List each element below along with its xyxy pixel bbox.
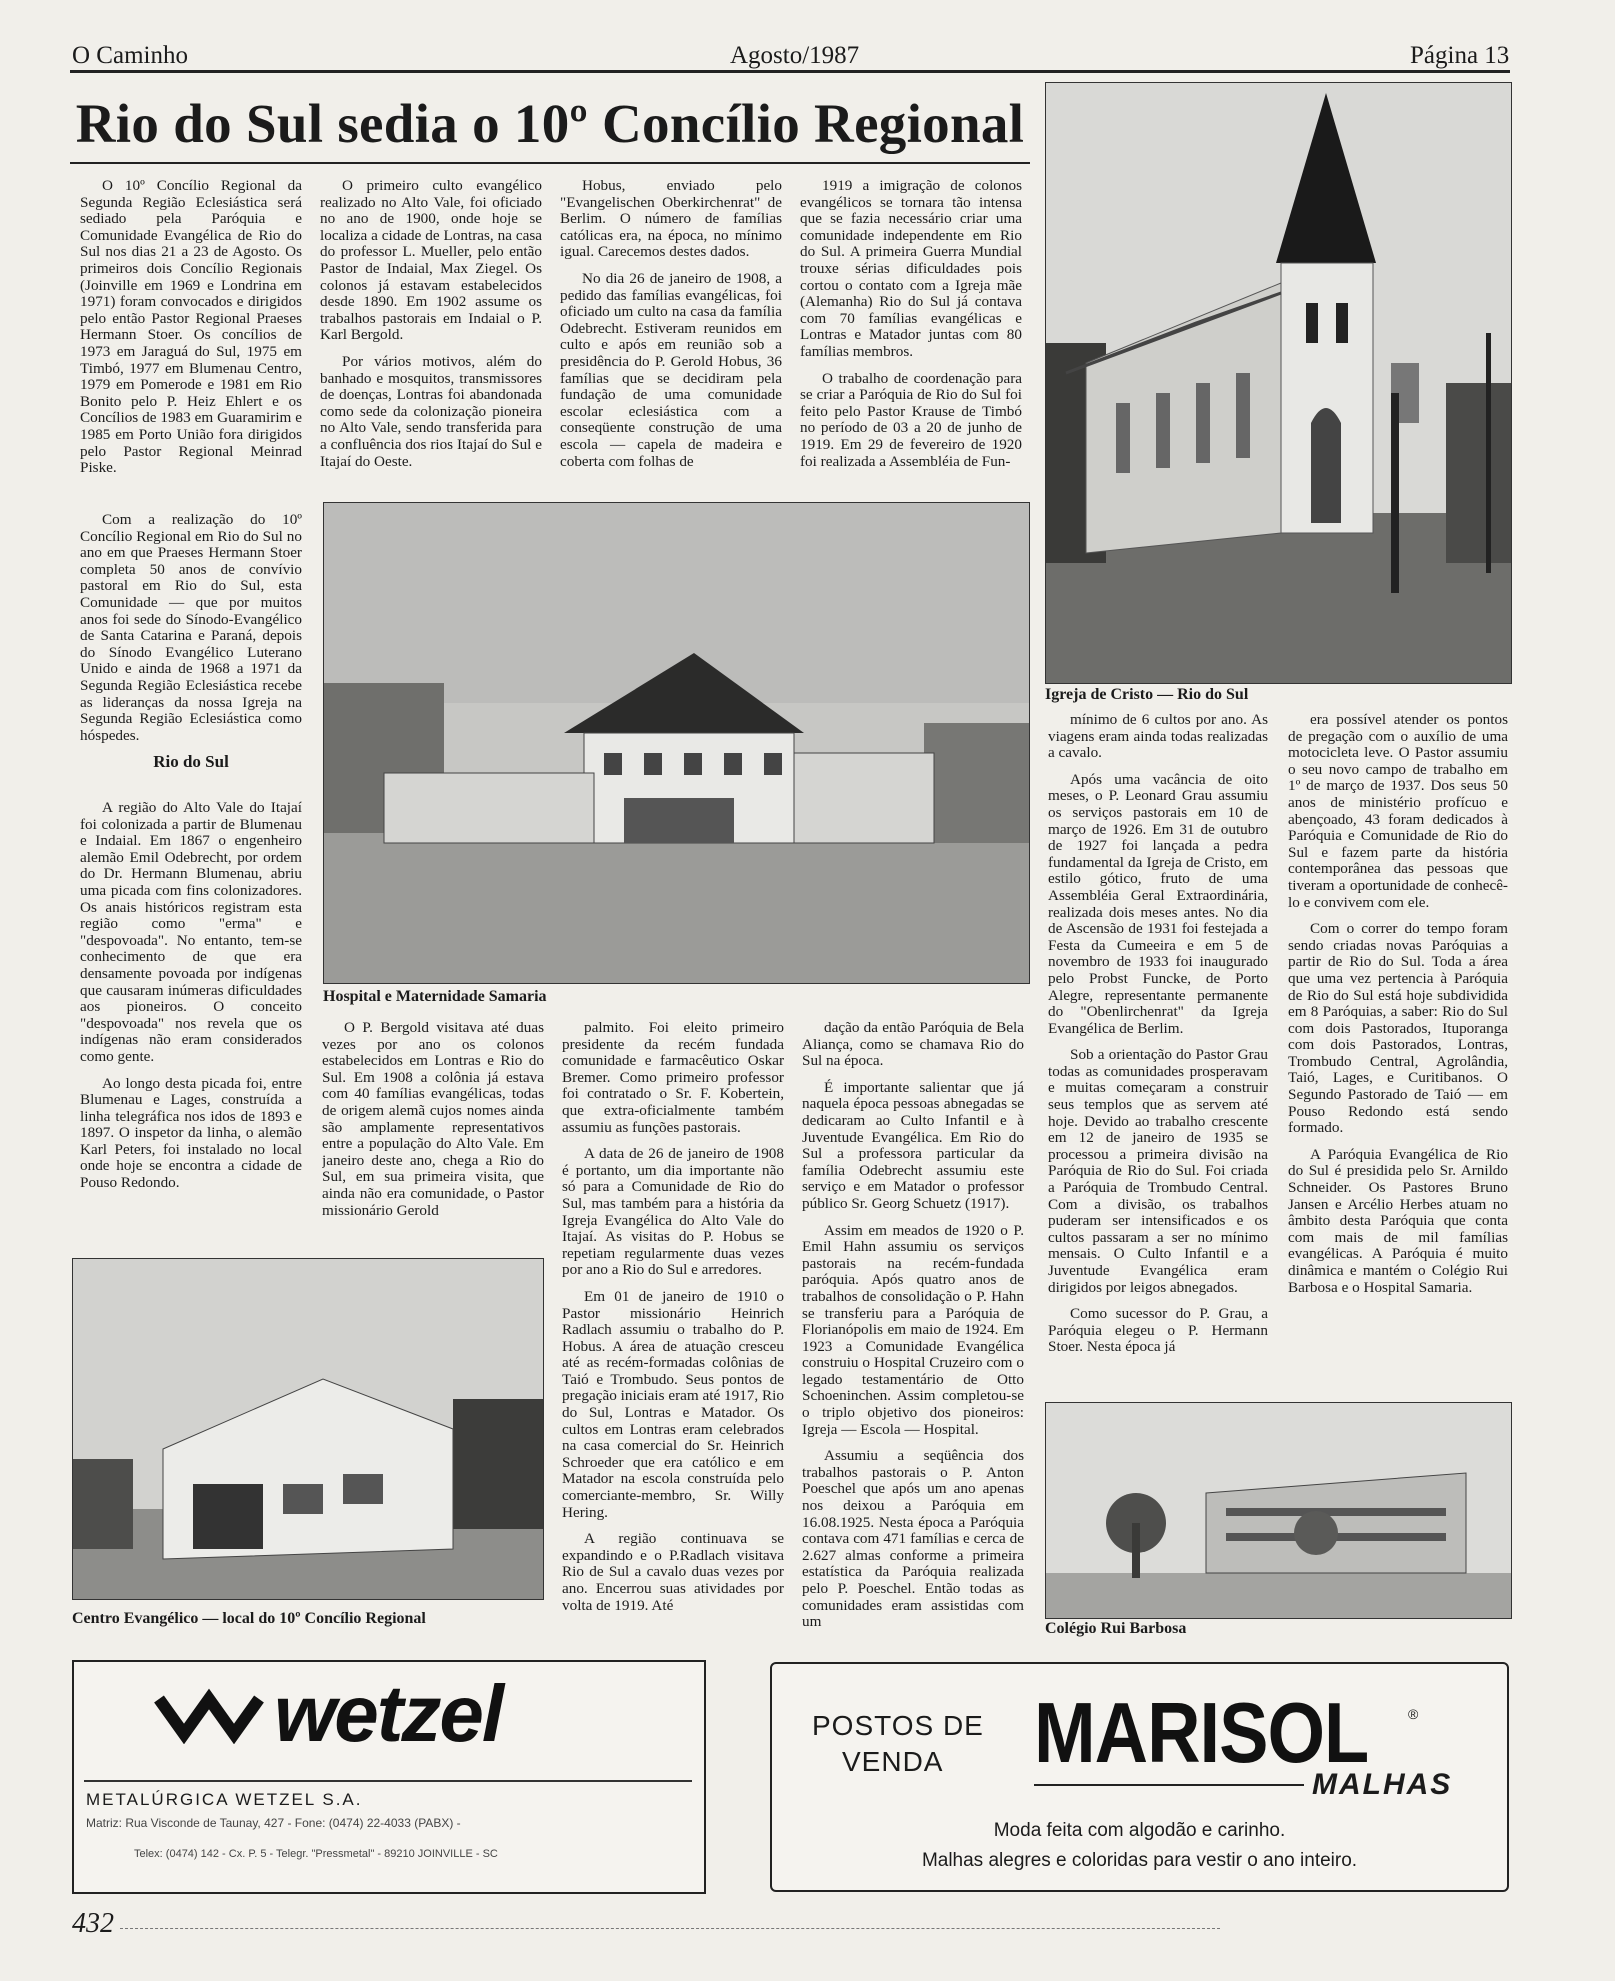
- paragraph: 1919 a imigração de colonos evangélicos se tornara tão intensa que se fazia necessário criar uma comunidade independente em Rio do Sul. A primeira Guerra Mundial trouxe sérias dificuldades pois cortou o contato com a Igreja mãe (Alemanha) Rio do Sul já contava com 70 famílias evangélicas e Lontras e Matador juntas com 80 famílias membros.: [800, 178, 1022, 360]
- column-1-top: [80, 178, 302, 500]
- paragraph: Como sucessor do P. Grau, a Paróquia elegeu o P. Hermann Stoer. Nesta época já: [1048, 1305, 1268, 1356]
- page-label: Página 13: [1410, 42, 1510, 69]
- marisol-tagline-2: Malhas alegres e coloridas para vestir o ano inteiro.: [921, 1850, 1358, 1871]
- headline: Rio do Sul sedia o 10º Concílio Regional: [75, 93, 1025, 154]
- centro-illustration: [73, 1259, 543, 1599]
- column-2-top: [320, 178, 542, 484]
- column-5: [1048, 712, 1268, 1402]
- paragraph: A Paróquia Evangélica de Rio do Sul é presidida pelo Sr. Arnildo Schneider. Os Pastores Bruno Jansen e Arcélio Herbes atuam no âmbito desta Paróquia que conta com mais de mil famílias evangélicas. A Paróquia é muito dinâmica e mantém o Colégio Rui Barbosa e o Hospital Samaria.: [1288, 1145, 1508, 1296]
- venda-label: VENDA: [842, 1746, 944, 1777]
- hospital-caption: Hospital e Maternidade Samaria: [323, 988, 547, 1005]
- centro-caption: Centro Evangélico — local do 10º Concílio Regional: [72, 1610, 426, 1627]
- wetzel-logo: wetzel: [274, 1669, 503, 1758]
- wetzel-advertisement: [72, 1660, 706, 1894]
- paragraph: O trabalho de coordenação para se criar a Paróquia de Rio do Sul foi feito pelo Pastor Krause de Timbó no período de 03 a 20 de junho de 1919. Em 29 de fevereiro de 1920 foi realizada a Assembléia de Fun-: [800, 369, 1022, 470]
- paragraph: Assumiu a seqüência dos trabalhos pastorais o P. Anton Poeschel que após um ano apenas nos deixou a Paróquia em 16.08.1925. Nesta época a Paróquia contava com 471 famílias e cerca de 2.627 almas conforme a primeira estatística da Paróquia realizada pelo P. Poeschel. Então todas as comunidades eram assistidas com um: [802, 1447, 1024, 1631]
- wetzel-company: METALÚRGICA WETZEL S.A.: [86, 1790, 363, 1809]
- header-rule: [70, 70, 1510, 73]
- colegio-caption: Colégio Rui Barbosa: [1045, 1620, 1187, 1637]
- column-4-top: [800, 178, 1022, 484]
- paragraph: O primeiro culto evangélico realizado no Alto Vale, foi oficiado no ano de 1900, onde hoje se localiza a cidade de Lontras, na casa do professor L. Mueller, pelo então Pastor de Indaial, Max Ziegel. Os colonos já estavam estabelecidos desde 1890. Em 1902 assume os trabalhos pastorais em Indaial o P. Karl Bergold.: [320, 178, 542, 344]
- paragraph: Em 01 de janeiro de 1910 o Pastor missionário Heinrich Radlach assumiu o trabalho do P. Hobus. A área de atuação cresceu até as recém-formadas colônias de Taió e Trombudo. Seus pontos de pregação iniciais eram até 1917, Rio do Sul, Lontras e Matador. Os cultos em Lontras eram celebrados na casa comercial do Sr. Heinrich Schroeder que era católico e em Matador na escola construída pelo comerciante-membro, Sr. Willy Hering.: [562, 1287, 784, 1521]
- paragraph: A data de 26 de janeiro de 1908 é portanto, um dia importante não só para a Comunidade de Rio do Sul, mas também para a história da Igreja Evangélica do Alto Vale do Itajaí. As visitas do P. Hobus se repetiam regularmente duas vezes por ano a Rio do Sul e arredores.: [562, 1145, 784, 1279]
- column-1-mid: [80, 512, 302, 782]
- wetzel-emblem-icon: [154, 1684, 264, 1744]
- column-2-bottom: [322, 1020, 544, 1242]
- colegio-illustration: [1046, 1403, 1511, 1618]
- paragraph: Ao longo desta picada foi, entre Blumenau e Lages, construída a linha telegráfica nos idos de 1893 e 1897. O inspetor da linha, o alemão Karl Peters, foi instalado no local onde hoje se encontra a cidade de Pouso Redondo.: [80, 1074, 302, 1192]
- page-number: 432: [72, 1908, 114, 1939]
- wetzel-contact: Telex: (0474) 142 - Cx. P. 5 - Telegr. "Pressmetal" - 89210 JOINVILLE - SC: [134, 1848, 498, 1860]
- column-6: [1288, 712, 1508, 1402]
- paragraph: Após uma vacância de oito meses, o P. Leonard Grau assumiu os serviços pastorais em 10 de março de 1926. Em 31 de outubro de 1927 foi lançada a pedra fundamental da Igreja de Cristo, em estilo gótico, fruto de uma Assembléia Geral Extraordinária, realizada dois meses antes. No dia de Ascensão de 1931 foi festejada a Festa da Cumeeira e em 5 de novembro de 1933 foi inaugurado pelo Probst Funcke, de Porto Alegre, representante permanente do "Obenlirchenrat" da Igreja Evangélica de Berlim.: [1048, 770, 1268, 1037]
- hospital-illustration: [324, 503, 1029, 983]
- paragraph: palmito. Foi eleito primeiro presidente da recém fundada comunidade e farmacêutico Oskar Bremer. Como primeiro professor foi contratado o Sr. F. Kobertein, que extra-oficialmente também assumiu as funções pastorais.: [562, 1020, 784, 1136]
- paragraph: A região continuava se expandindo e o P.Radlach visitava Rio de Sul a cavalo duas vezes por ano. Encerrou suas atividades por volta de 1919. Até: [562, 1530, 784, 1614]
- column-4-bottom: [802, 1020, 1024, 1640]
- malhas-line: [1034, 1784, 1304, 1786]
- column-3-bottom: [562, 1020, 784, 1640]
- hospital-photo: [323, 502, 1030, 984]
- headline-rule: [70, 162, 1030, 164]
- paragraph: Com o correr do tempo foram sendo criadas novas Paróquias a partir de Rio do Sul. Toda a área que uma vez pertencia à Paróquia de Rio do Sul está hoje subdividida em 8 Paróquias, a saber: Rio do Sul com dois Pastorados, Ituporanga com dois Pastorados, Lontras, Trombudo Central, Agrolândia, Taió, Lages, e Curitibanos. O Segundo Pastorado de Taió — em Pouso Redondo está sendo formado.: [1288, 920, 1508, 1137]
- postos-label: POSTOS DE: [812, 1710, 984, 1741]
- column-1-bottom: [80, 800, 302, 1240]
- publication-name: O Caminho: [72, 42, 188, 69]
- paragraph: Hobus, enviado pelo "Evangelischen Oberkirchenrat" de Berlim. O número de famílias católicas era, na época, no mínimo igual. Carecemos destes dados.: [560, 178, 782, 261]
- marisol-tagline-1: Moda feita com algodão e carinho.: [993, 1820, 1286, 1841]
- paragraph: Sob a orientação do Pastor Grau todas as comunidades prosperavam e muitas começaram a construir seus templos que as servem até hoje. Devido ao trabalho crescente em 12 de janeiro de 1935 se processou a primeira divisão na Paróquia de Rio do Sul. Foi criada a Paróquia de Trombudo Central. Com a divisão, os trabalhos puderam ser intensificados e os cultos passaram a ser no mínimo mensais. O Culto Infantil e a Juventude Evangélica eram dirigidos por leigos abnegados.: [1048, 1046, 1268, 1296]
- paragraph: O 10º Concílio Regional da Segunda Região Eclesiástica será sediado pela Paróquia e Comunidade Evangélica de Rio do Sul nos dias 21 a 23 de Agosto. Os primeiros dois Concílio Regionais (Joinville em 1969 e Londrina em 1971) foram convocados e dirigidos pelo então Pastor Regional Praeses Hermann Stoer. Os concílios de 1973 em Jaraguá do Sul, 1975 em Timbó, 1977 em Blumenau Centro, 1979 em Pomerode e 1981 em Rio Bonito pelo P. Heiz Ehlert e os Concílios de 1983 em Guaramirim e 1985 em Porto União fora dirigidos pelo Pastor Regional Meinrad Piske.: [80, 178, 302, 477]
- paragraph: mínimo de 6 cultos por ano. As viagens eram ainda todas realizadas a cavalo.: [1048, 712, 1268, 762]
- footer-rule: [120, 1928, 1220, 1929]
- registered-mark: ®: [1408, 1706, 1419, 1722]
- malhas-label: MALHAS: [1312, 1768, 1453, 1801]
- marisol-advertisement: [770, 1662, 1509, 1892]
- wetzel-divider: [84, 1780, 692, 1782]
- paragraph: Com a realização do 10º Concílio Regional em Rio do Sul no ano em que Praeses Hermann Stoer completa 50 anos de convívio pastoral em Rio do Sul, esta Comunidade — que por muitos anos foi sede do Sínodo-Evangélico de Santa Catarina e Paraná, depois do Sínodo Evangélico Luterano Unido e ainda de 1968 a 1971 da Segunda Região Eclesiástica recebe as lideranças da nossa Igreja na Segunda Região Eclesiástica como hóspedes.: [80, 512, 302, 744]
- paragraph: Por vários motivos, além do banhado e mosquitos, transmissores de doenças, Lontras foi abandonada como sede da colonização pioneira no Alto Vale, sendo transferida para a confluência dos rios Itajaí do Sul e Itajaí do Oeste.: [320, 352, 542, 470]
- paragraph: era possível atender os pontos de pregação com o auxílio de uma motocicleta leve. O Pastor assumiu o seu novo campo de trabalho em 1º de março de 1937. Dos seus 50 anos de ministério profícuo e abençoado, 43 foram dedicados à Paróquia e Comunidade de Rio do Sul e fazem parte da história contemporânea das pessoas que tiveram a oportunidade de conhecê-lo e convivem com ele.: [1288, 712, 1508, 911]
- subheading-rio-do-sul: Rio do Sul: [153, 752, 229, 772]
- church-caption: Igreja de Cristo — Rio do Sul: [1045, 686, 1249, 703]
- church-illustration: [1046, 83, 1511, 683]
- paragraph: No dia 26 de janeiro de 1908, a pedido das famílias evangélicas, foi oficiado um culto na casa da família Odebrecht. Estiveram reunidos em culto e após em reunião sob a presidência do P. Gerold Hobus, 36 famílias que se decidiram pela fundação de uma comunidade escolar eclesiástica com a conseqüente construção de uma escola — capela de madeira e coberta com folhas de: [560, 269, 782, 470]
- marisol-logo: MARISOL: [1034, 1685, 1369, 1781]
- issue-date: Agosto/1987: [730, 42, 860, 69]
- column-3-top: [560, 178, 782, 484]
- wetzel-address: Matriz: Rua Visconde de Taunay, 427 - Fone: (0474) 22-4033 (PABX) -: [86, 1816, 461, 1830]
- church-photo: [1045, 82, 1512, 684]
- paragraph: É importante salientar que já naquela época pessoas abnegadas se dedicaram ao Culto Infantil e à Juventude Evangélica. Em Rio do Sul a professora particular da família Odebrecht assumiu este serviço e em Matador o professor público Sr. Georg Schuetz (1917).: [802, 1078, 1024, 1212]
- paragraph: A região do Alto Vale do Itajaí foi colonizada a partir de Blumenau e Indaial. Em 1867 o engenheiro alemão Emil Odebrecht, por ordem do Dr. Hermann Blumenau, abriu uma picada com fins colonizadores. Os anais históricos registram esta região como "erma" e "despovoada". No entanto, tem-se conhecimento de que era densamente povoada por indígenas que causaram inúmeras dificuldades aos pioneiros. O conceito "despovoada" nos revela que os indígenas não eram considerados como gente.: [80, 800, 302, 1065]
- paragraph: dação da então Paróquia de Bela Aliança, como se chamava Rio do Sul na época.: [802, 1020, 1024, 1070]
- centro-evangelico-photo: [72, 1258, 544, 1600]
- paragraph: Assim em meados de 1920 o P. Emil Hahn assumiu os serviços pastorais na recém-fundada paróquia. Após quatro anos de trabalhos de consolidação o P. Hahn se transferiu para a Paróquia de Florianópolis em maio de 1924. Em 1923 a Comunidade Evangélica construiu o Hospital Cruzeiro com o legado testamentário de Otto Schoeninchen. Assim completou-se o triplo objetivo dos pioneiros: Igreja — Escola — Hospital.: [802, 1221, 1024, 1438]
- colegio-photo: [1045, 1402, 1512, 1619]
- paragraph: O P. Bergold visitava até duas vezes por ano os colonos estabelecidos em Lontras e Rio do Sul. Em 1908 a colônia já estava com 40 famílias evangélicas, todas de origem alemã cujos nomes ainda são amplamente representativos entre a população do Alto Vale. Em janeiro deste ano, chega a Rio do Sul, em sua primeira visita, que ainda não era comunidade, o Pastor missionário Gerold: [322, 1020, 544, 1219]
